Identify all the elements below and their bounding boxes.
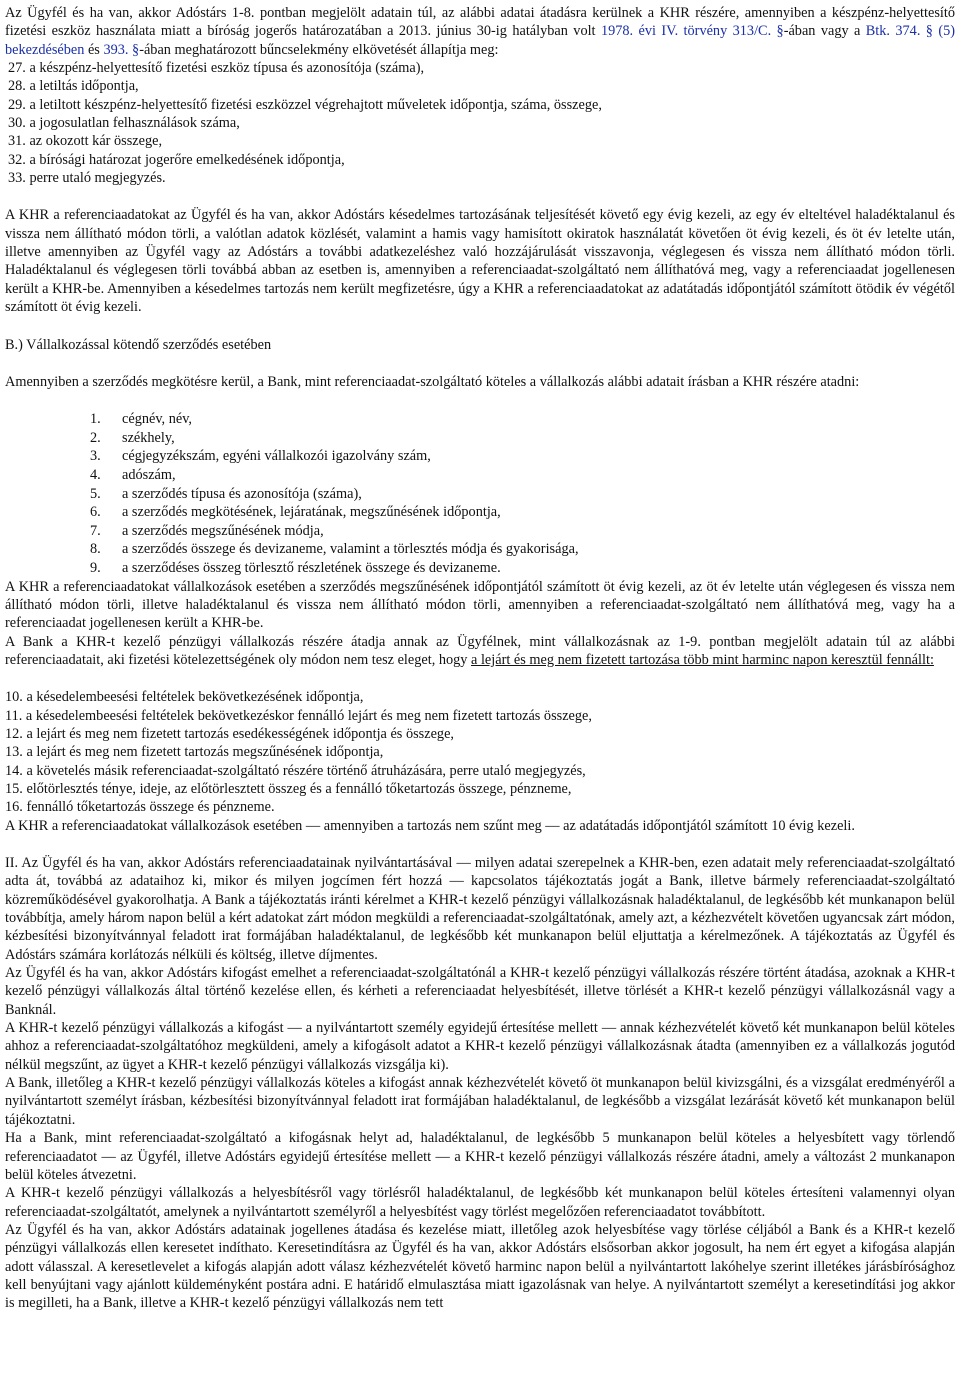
list-item: 29. a letiltott készpénz-helyettesítő fizetési eszközzel végrehajtott műveletek időpontja, száma, összege,: [8, 96, 602, 113]
law-link-btk-374[interactable]: Btk. 374. § (5) bekezdésében: [5, 23, 956, 58]
correction-paragraph: Ha a Bank, mint referenciaadat-szolgáltató a kifogásnak helyt ad, haladéktalanul, de legkésőbb 5 munkanapon belül köteles a helyesbített vagy törlendő referenciaadatot — az Ügyfél, illetve Adóstárs egyidejű értesítése mellett — a KHR-t kezelő pénzügyi vállalkozás részére átadni, amely a változást 2 munkanapon belül köteles átvezetni.: [5, 1130, 955, 1183]
khr-business-retention-paragraph: A KHR a referenciaadatokat vállalkozások esetében a szerződés megszűnésének időpontjától számított öt évig kezeli, az öt év letelte után véglegesen és vissza nem állítható módon törli, illetve haladéktalanul és vissza nem állítható módon törli, amennyiben a referenciaadat-szolgáltató nem állíthatóvá meg, vagy ha a referenciaadat jogellenesen került a KHR-be.: [5, 578, 955, 632]
list-item: 11. a késedelembeesési feltételek bekövetkezéskor fennálló lejárt és meg nem fizetett tartozás összege,: [5, 707, 592, 724]
list-number: 5.: [90, 485, 101, 502]
business-intro-paragraph: Amennyiben a szerződés megkötésre kerül, a Bank, mint referenciaadat-szolgáltató köteles a vállalkozás alábbi adatait írásban a KHR részére atadni:: [5, 373, 860, 390]
list-cash-substitute: [5, 59, 955, 187]
law-link-393[interactable]: 393. §: [103, 41, 140, 58]
list-item: [5, 540, 955, 559]
lawsuit-paragraph: Az Ügyfél és ha van, akkor Adóstárs adatainak jogellenes átadása és kezelése miatt, illetőleg azok helyesbítése vagy törlése céljából a Bank és a KHR-t kezelő pénzügyi vállalkozás ellen keresetet indíthato. Keresetindításra az Ügyfél és ha van, akkor Adóstárs elsősorban akkor jogosult, ha nem ért egyet a kifogása alapján adott válasszal. A keresetlevelet a kifogás alapján adott válasz kézhezvételét követő harminc napon belül a nyilvántartott lakóhelye szerint illetékes járásbírósághoz kell benyújtani vagy ajánlott küldeményként postára adni. E határidő elmulasztása miatt igazolásnak van helye. A nyilvántartott személyt a keresetindítási jog akkor is megilleti, ha a Bank, illetve a KHR-t kezelő pénzügyi vállalkozás nem tett: [5, 1221, 955, 1312]
list-number: 2.: [90, 429, 101, 446]
list-item: [5, 503, 955, 522]
list-item: [5, 485, 955, 504]
list-item: 14. a követelés másik referenciaadat-szolgáltató részére történő átruházására, perre utaló megjegyzés,: [5, 762, 586, 779]
spacer: [5, 317, 955, 336]
khr-retention-paragraph: A KHR a referenciaadatokat az Ügyfél és ha van, akkor Adóstárs késedelmes tartozásának teljesítését követő egy évig kezeli, az egy év elteltével haladéktalanul és vissza nem állítható módon törli, a valótlan adatok közlését, valamint a hamis vagy hamisított okiratok használatát követően öt évig kezeli, és öt év letelte után, illetve amennyiben az Ügyfél vagy az Adóstárs a további adatkezeléshez való hozzájárulását visszavonja, véglegesen és vissza nem állítható módon törli. Haladéktalanul és véglegesen törli továbbá abban az esetben is, amennyiben a referenciaadat-szolgáltató nem állíthatóvá meg, vagy a referenciaadat jogellenesen került a KHR-be. Amennyiben a késedelmes tartozás nem került megfizetésre, úgy a KHR a referenciaadatokat az adatátadás időpontjától számított ötödik év végétől számított öt évig kezeli.: [5, 207, 955, 316]
list-item: [5, 410, 955, 429]
list-text: cégnév, név,: [122, 411, 192, 428]
list-item: 33. perre utaló megjegyzés.: [8, 170, 166, 187]
intro-paragraph: [5, 4, 955, 59]
list-number: 1.: [90, 411, 101, 428]
spacer: [5, 669, 955, 688]
intro-text-1: Az Ügyfél és ha van, akkor Adóstárs 1-8. pontban megjelölt adatain túl, az alábbi adatai átadásra kerülnek a KHR részére, amennyiben a készpénz-helyettesítő fizetési eszköz használata miatt a bíróság jogerős határozatában a 2013. június 30-ig hatályban volt: [5, 5, 955, 40]
spacer: [5, 391, 955, 410]
list-text: székhely,: [122, 429, 175, 446]
list-text: a szerződéses összeg törlesztő részletének összege és devizaneme.: [122, 559, 501, 576]
objection-investigation-paragraph: A Bank, illetőleg a KHR-t kezelő pénzügyi vállalkozás köteles a kifogást annak kézhezvételét követő öt munkanapon belül kivizsgálni, és a vizsgálat eredményéről a nyilvántartott személyt írásban, kézbesítési bizonyítvánnyal feladott irat formájában haladéktalanul, de legkésőbb a vizsgálat lezárását követő két munkanapon belül tájékoztatni.: [5, 1075, 955, 1128]
list-item: 28. a letiltás időpontja,: [8, 78, 139, 95]
list-text: a szerződés megszűnésének módja,: [122, 522, 324, 539]
list-item: [5, 447, 955, 466]
bank-transfer-underlined: a lejárt és meg nem fizetett tartozása több mint harminc napon keresztül fennállt:: [471, 651, 934, 668]
list-text: adószám,: [122, 466, 176, 483]
khr-10-year-paragraph: A KHR a referenciaadatokat vállalkozások esetében — amennyiben a tartozás nem szűnt meg — az adatátadás időpontjától számított 10 évig kezeli.: [5, 817, 855, 834]
list-item: [5, 429, 955, 448]
list-text: a szerződés megkötésének, lejáratának, megszűnésének időpontja,: [122, 504, 501, 521]
list-text: cégjegyzékszám, egyéni vállalkozói igazolvány szám,: [122, 448, 431, 465]
list-item: 12. a lejárt és meg nem fizetett tartozás esedékességének időpontja és összege,: [5, 725, 454, 742]
list-number: 7.: [90, 522, 101, 539]
notification-paragraph: A KHR-t kezelő pénzügyi vállalkozás a helyesbítésről vagy törlésről haladéktalanul, de legkésőbb két munkanapon belül köteles értesíteni valamennyi olyan referenciaadat-szolgáltatót, amelynek a nyilvántartott személyről a helyesbítést vagy törlést megelőzően referenciaadatot továbbított.: [5, 1185, 955, 1220]
list-item: 16. fennálló tőketartozás összege és pénzneme.: [5, 799, 275, 816]
list-number: 3.: [90, 448, 101, 465]
intro-text-3: és: [84, 41, 104, 58]
spacer: [5, 835, 955, 854]
section-ii-paragraph: II. Az Ügyfél és ha van, akkor Adóstárs referenciaadatainak nyilvántartásával — milyen adatai szerepelnek a KHR-ben, ezen adatait mely referenciaadat-szolgáltató adta át, továbbá az adataihoz ki, mikor és milyen jogcímen fért hozzá — kapcsolatos tájékoztatás jogát a Bank, illetve bármely referenciaadat-szolgáltató közreműködésével gyakorolhatja. A Bank a tájékoztatás iránti kérelmet a KHR-t kezelő pénzügyi vállalkozásnak haladéktalanul, de legkésőbb két munkanapon belül továbbítja, amely három napon belül a kért adatokat zárt módon megküldi a referenciaadat-szolgáltatónak, amely azt, a kézhezvételt követően ugyancsak zárt módon, kézbesítési bizonyítvánnyal feladott irat formájában haladéktalanul, de legkésőbb két munkanapon belül eljuttatja a kérelmezőnek. A tájékoztatás az Ügyfél és Adóstárs számára korlátozás nélküli és költség, illetve díjmentes.: [5, 855, 955, 963]
objection-forwarding-paragraph: A KHR-t kezelő pénzügyi vállalkozás a kifogást — a nyilvántartott személy egyidejű értesítése mellett — annak kézhezvételét követő két munkanapon belül köteles ahhoz a referenciaadat-szolgáltatóhoz megküldeni, amely a kifogásolt adatot a KHR-t kezelő pénzügyi vállalkozásnak átadta (amennyiben ez a vállalkozás jogutód nélkül megszűnt, az ügyet a KHR-t kezelő pénzügyi vállalkozás vizsgálja ki).: [5, 1020, 955, 1073]
list-overdue-data: [5, 688, 955, 816]
spacer: [5, 187, 955, 206]
intro-text-2: -ában vagy a: [783, 23, 866, 40]
list-item: 30. a jogosulatlan felhasználások száma,: [8, 115, 240, 132]
list-number: 6.: [90, 504, 101, 521]
bank-transfer-text: A Bank a KHR-t kezelő pénzügyi vállalkozás részére átadja annak az Ügyfélnek, mint vállalkozásnak az 1-9. pontban megjelölt adatain túl az alábbi referenciaadatait, aki fizetési kötelezettségének oly módon nem tesz eleget, hogy: [5, 633, 955, 668]
business-data-list: [5, 410, 955, 577]
intro-text-4: -ában meghatározott bűncselekmény elkövetését állapítja meg:: [139, 41, 499, 58]
list-item: 32. a bírósági határozat jogerőre emelkedésének időpontja,: [8, 151, 345, 168]
list-item: [5, 522, 955, 541]
list-item: 10. a késedelembeesési feltételek bekövetkezésének időpontja,: [5, 689, 364, 706]
list-item: [5, 466, 955, 485]
list-number: 9.: [90, 559, 101, 576]
bank-transfer-paragraph: [5, 633, 955, 670]
list-number: 8.: [90, 541, 101, 558]
list-item: 31. az okozott kár összege,: [8, 133, 163, 150]
list-item: 27. a készpénz-helyettesítő fizetési eszköz típusa és azonosítója (száma),: [8, 60, 425, 77]
list-item: 15. előtörlesztés ténye, ideje, az előtörlesztett összeg és a fennálló tőketartozás összege, pénzneme,: [5, 780, 572, 797]
list-item: [5, 559, 955, 578]
objection-paragraph: Az Ügyfél és ha van, akkor Adóstárs kifogást emelhet a referenciaadat-szolgáltatónál a KHR-t kezelő pénzügyi vállalkozás részére történt átadása, azoknak a KHR-t kezelő pénzügyi vállalkozás által történő kezelése ellen, és kérheti a referenciaadat helyesbítését, illetve törlését a KHR-t kezelő pénzügyi vállalkozásnál vagy a Banknál.: [5, 965, 955, 1018]
list-text: a szerződés összege és devizaneme, valamint a törlesztés módja és gyakorisága,: [122, 541, 579, 558]
section-heading-b: B.) Vállalkozással kötendő szerződés esetében: [5, 336, 272, 353]
spacer: [5, 354, 955, 373]
law-link-1978-iv[interactable]: 1978. évi IV. törvény 313/C. §: [600, 23, 784, 40]
list-item: 13. a lejárt és meg nem fizetett tartozás megszűnésének időpontja,: [5, 744, 384, 761]
list-number: 4.: [90, 466, 101, 483]
list-text: a szerződés típusa és azonosítója (száma),: [122, 485, 362, 502]
